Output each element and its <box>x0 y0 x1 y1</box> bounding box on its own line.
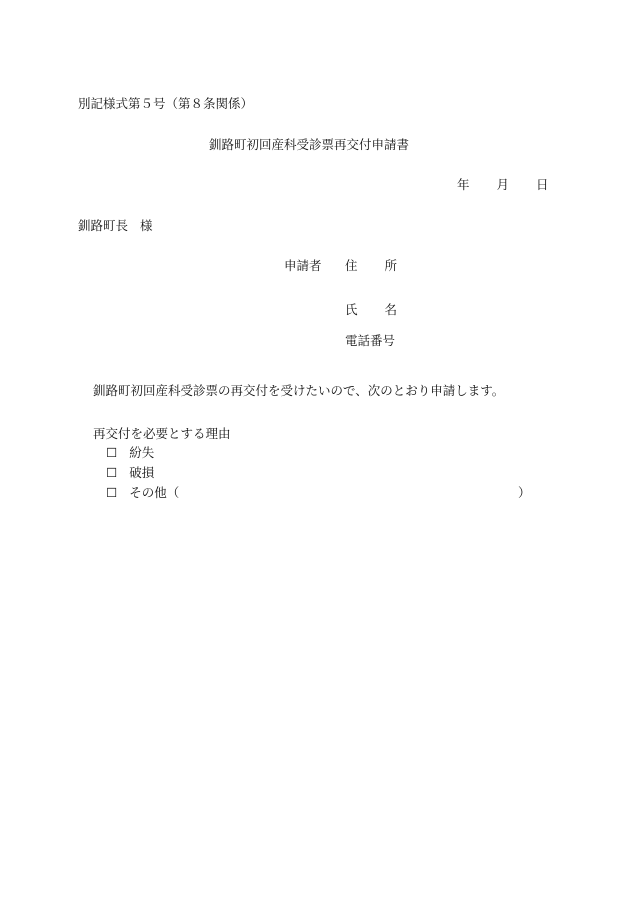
date-line <box>457 177 549 193</box>
name-label-char-2: 名 <box>384 302 398 317</box>
date-year-label: 年 <box>457 177 470 192</box>
applicant-phone-label: 電話番号 <box>345 333 396 348</box>
reason-heading: 再交付を必要とする理由 <box>93 426 231 441</box>
address-label-char-2: 所 <box>384 258 398 273</box>
reason-label-other: その他（ <box>129 485 180 500</box>
form-number-label: 別記様式第５号（第８条関係） <box>78 96 254 111</box>
applicant-label: 申請者 <box>284 258 322 273</box>
addressee-line <box>78 218 153 234</box>
reason-label-damaged: 破損 <box>129 465 155 480</box>
other-reason-close-paren: ） <box>518 485 531 500</box>
reason-item-damaged <box>106 465 154 481</box>
reason-label-lost: 紛失 <box>129 445 155 460</box>
reason-item-other <box>106 485 179 501</box>
checkbox-lost[interactable]: ☐ <box>106 445 118 460</box>
checkbox-damaged[interactable]: ☐ <box>106 465 118 480</box>
request-statement: 釧路町初回産科受診票の再交付を受けたいので、次のとおり申請します。 <box>93 383 505 398</box>
date-month-label: 月 <box>496 177 510 192</box>
addressee-name: 釧路町長 <box>78 218 129 233</box>
applicant-name-label <box>345 302 397 318</box>
reason-item-lost <box>106 445 154 461</box>
addressee-honorific: 様 <box>140 218 153 233</box>
address-label-char-1: 住 <box>345 258 358 273</box>
checkbox-other[interactable]: ☐ <box>106 485 118 500</box>
applicant-address-label <box>345 258 397 274</box>
document-title: 釧路町初回産科受診票再交付申請書 <box>209 137 410 152</box>
name-label-char-1: 氏 <box>345 302 358 317</box>
date-day-label: 日 <box>536 177 549 192</box>
